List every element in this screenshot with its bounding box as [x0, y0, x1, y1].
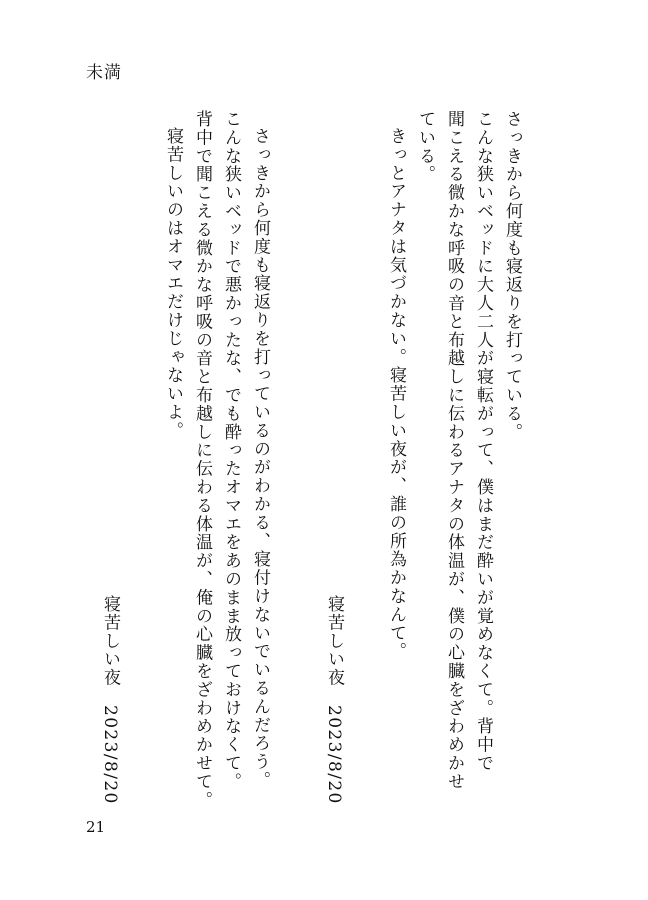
poem-second-signature: [95, 595, 124, 805]
chapter-title: 未満: [86, 63, 122, 83]
poem-first-line-3: 聞こえる微かな呼吸の音と布越しに伝わるアナタの体温が、僕の心臓をざわめかせ: [444, 110, 464, 791]
poem-second-line-2: こんな狭いベッドで悪かったな、でも酔ったオマエをあのまま放っておけなくて。: [221, 110, 241, 791]
poem-second-line-1: さっきから何度も寝返りを打っているのがわかる、寝付けないでいるんだろう。: [250, 127, 270, 790]
poem-second: [158, 110, 274, 809]
poem-first-signature: [319, 595, 348, 805]
signature-date: 2023/8/20: [100, 705, 120, 805]
poem-first: [381, 110, 526, 791]
poem-first-line-5: きっとアナタは気づかない。寝苦しい夜が、誰の所為かなんて。: [386, 127, 406, 661]
signature-title: 寝苦しい夜: [324, 595, 344, 687]
poem-first-line-2: こんな狭いベッドに大人二人が寝転がって、僕はまだ酔いが覚めなくて。背中で: [473, 110, 493, 773]
signature-title: 寝苦しい夜: [100, 595, 120, 687]
poem-second-line-4: 寝苦しいのはオマエだけじゃないよ。: [163, 127, 183, 440]
poem-first-line-4: ている。: [415, 110, 435, 184]
signature-date: 2023/8/20: [324, 705, 344, 805]
poem-first-line-1: さっきから何度も寝返りを打っている。: [502, 110, 522, 442]
poem-second-line-3: 背中で聞こえる微かな呼吸の音と布越しに伝わる体温が、俺の心臓をざわめかせて。: [192, 110, 212, 810]
page-number: 21: [86, 818, 106, 836]
